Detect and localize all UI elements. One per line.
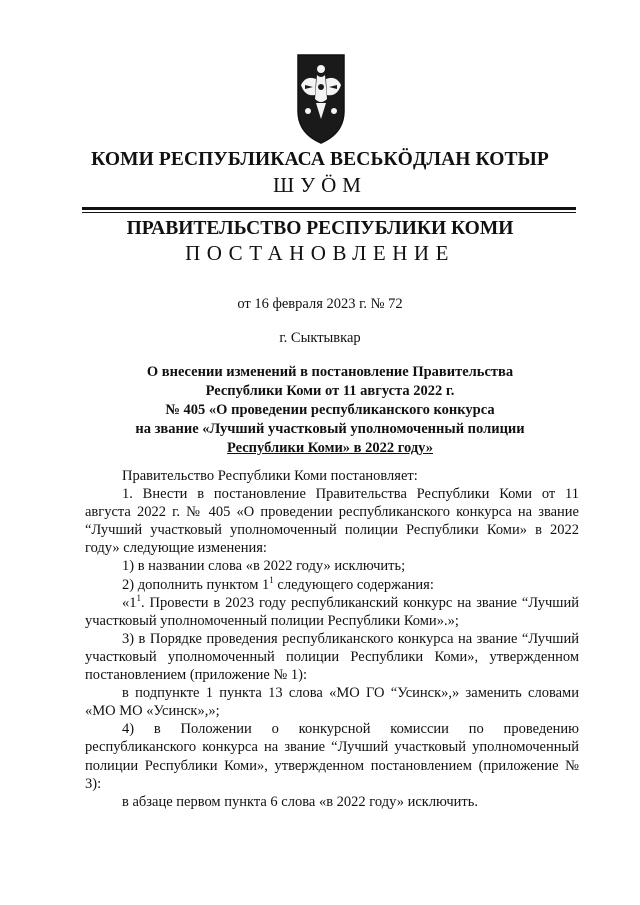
title-line: № 405 «О проведении республиканского конкурса bbox=[165, 402, 495, 418]
body-paragraph bbox=[85, 594, 579, 630]
title-line: на звание «Лучший участковый уполномоченный полиции bbox=[135, 421, 525, 437]
header-divider-thin bbox=[82, 212, 576, 213]
document-body bbox=[85, 467, 579, 811]
title-line: Республики Коми от 11 августа 2022 г. bbox=[205, 383, 455, 399]
komi-coat-of-arms-icon bbox=[296, 53, 346, 145]
superscript: 1 bbox=[136, 592, 141, 603]
document-date-number: от 16 февраля 2023 г. № 72 bbox=[237, 296, 403, 312]
title-line: О внесении изменений в постановление Правительства bbox=[146, 364, 514, 380]
paragraph-text: 2) дополнить пунктом 1 bbox=[122, 576, 270, 593]
document-type: ПОСТАНОВЛЕНИЕ bbox=[185, 241, 455, 265]
paragraph-text: . Провести в 2023 году республиканский конкурс на звание “Лучший участковый уполномоченный полиции Республики Коми».»; bbox=[85, 594, 579, 629]
header-divider-thick bbox=[82, 207, 576, 210]
komi-government-name: КОМИ РЕСПУБЛИКАСА ВЕСЬКӦДЛАН КОТЫР bbox=[91, 149, 549, 170]
superscript: 1 bbox=[269, 574, 274, 585]
title-line-underlined: Республики Коми» в 2022 году» bbox=[226, 440, 434, 456]
document-title bbox=[80, 363, 580, 458]
paragraph-text: «1 bbox=[122, 594, 137, 611]
body-paragraph: в абзаце первом пункта 6 слова «в 2022 году» исключить. bbox=[122, 793, 478, 810]
body-paragraph: Правительство Республики Коми постановляет: bbox=[122, 468, 418, 484]
document-place: г. Сыктывкар bbox=[279, 330, 361, 346]
body-paragraph: в подпункте 1 пункта 13 слова «МО ГО “Усинск»,» заменить словами «МО МО «Усинск»,»; bbox=[85, 685, 579, 720]
body-paragraph: 1) в названии слова «в 2022 году» исключить; bbox=[122, 558, 406, 575]
body-paragraph bbox=[85, 576, 579, 594]
body-paragraph: 1. Внести в постановление Правительства Республики Коми от 11 августа 2022 г. № 405 «О проведении республиканского конкурса на звание “Лучший участковый уполномоченный полиции Республики Коми» в 2022 году» следующие изменения: bbox=[85, 486, 579, 557]
body-paragraph: 3) в Порядке проведения республиканского конкурса на звание “Лучший участковый уполномоченный полиции Республики Коми», утвержденном постановлением (приложение № 1): bbox=[85, 630, 579, 684]
body-paragraph: 4) в Положении о конкурсной комиссии по проведению республиканского конкурса на звание “Лучший участковый уполномоченный полиции Республики Коми», утвержденном постановлением (приложение № 3): bbox=[85, 721, 579, 792]
government-name: ПРАВИТЕЛЬСТВО РЕСПУБЛИКИ КОМИ bbox=[126, 218, 514, 239]
paragraph-text: следующего содержания: bbox=[273, 576, 434, 593]
komi-document-type: ШУӦМ bbox=[273, 173, 367, 197]
